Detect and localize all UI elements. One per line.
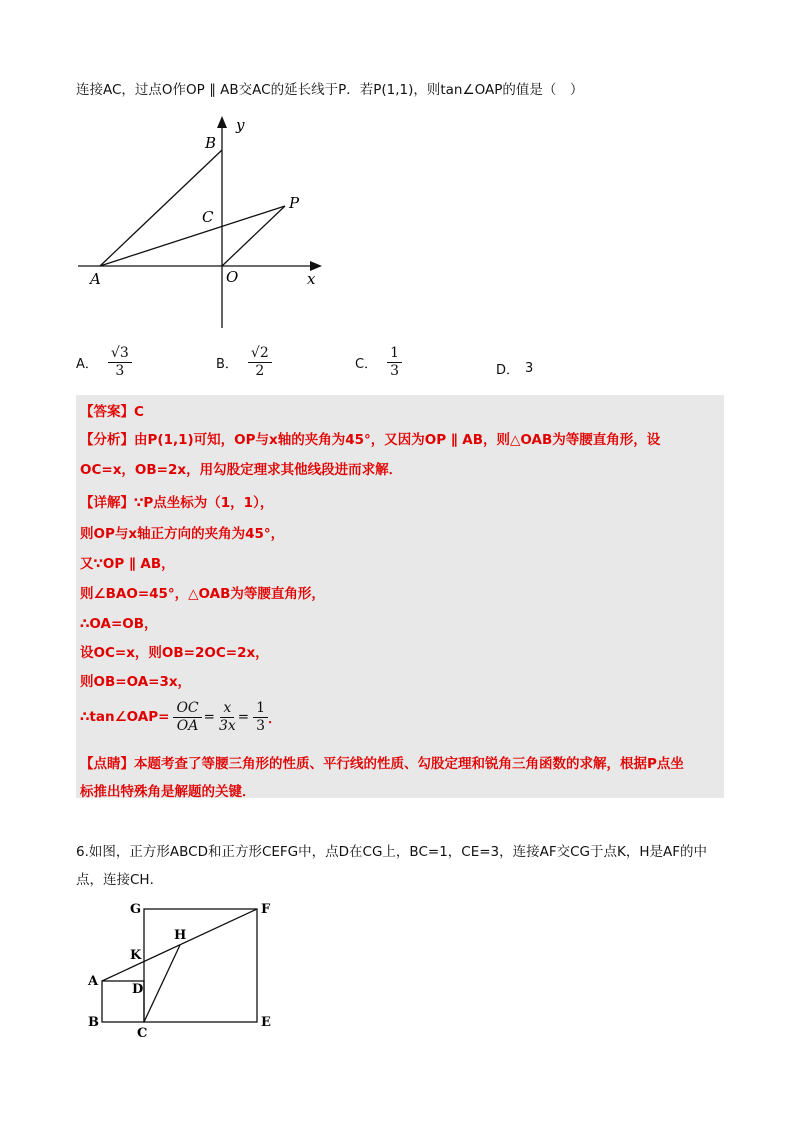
label-x: x [307, 270, 316, 288]
detail-line-1: 【详解】∵P点坐标为（1，1）， [80, 495, 274, 511]
question-5-stem: 连接AC，过点O作OP ∥ AB交AC的延长线于P．若P(1,1)，则tan∠OAP的值是（ ） [76, 82, 584, 98]
analysis-line-2: OC=x，OB=2x，用勾股定理求其他线段进而求解． [80, 462, 403, 478]
choice-D[interactable]: D． 3 [496, 361, 534, 378]
choice-A[interactable]: A． $\frac{√3}{3}$ [76, 345, 132, 380]
detail-line-7: 则OB=OA=3x， [80, 674, 192, 690]
question-6-line-1: 6.如图，正方形ABCD和正方形CEFG中，点D在CG上，BC=1，CE=3，连接AF交CG于点K，H是AF的中 [76, 844, 708, 860]
label-K: K [130, 948, 142, 963]
detail-line-2: 则OP与x轴正方向的夹角为45°， [80, 526, 285, 542]
choice-A-fraction: $\frac{√3}{3}$ [108, 345, 132, 380]
label-G: G [130, 902, 142, 917]
detail-line-6: 设OC=x，则OB=2OC=2x， [80, 645, 269, 661]
label-C: C [137, 1026, 148, 1041]
segment-AP [100, 206, 285, 266]
label-F: F [261, 902, 271, 917]
figure-coordinate-diagram [70, 110, 340, 335]
segment-CH [144, 945, 180, 1022]
choice-C-fraction: $\frac{1}{3}$ [387, 345, 402, 380]
segment-OP [222, 206, 285, 266]
choices-row [0, 345, 800, 390]
figure-squares-diagram [80, 895, 300, 1045]
label-D: D [132, 982, 144, 997]
question-6-stem [76, 838, 726, 894]
label-E: E [261, 1015, 271, 1030]
detail-line-3: 又∵OP ∥ AB， [80, 556, 175, 572]
choice-B[interactable]: B． $\frac{√2}{2}$ [216, 345, 272, 380]
label-O: O [226, 268, 239, 286]
comment-line-1: 【点睛】本题考查了等腰三角形的性质、平行线的性质、勾股定理和锐角三角函数的求解，根据P点坐 [80, 756, 684, 772]
answer-line: 【答案】C [80, 404, 144, 420]
analysis-line-1: 【分析】由P(1,1)可知，OP与x轴的夹角为45°，又因为OP ∥ AB，则△OAB为等腰直角形，设 [80, 432, 661, 448]
label-B: B [205, 134, 217, 152]
label-C: C [202, 208, 214, 226]
frac-1-3: $\frac{1}{3}$ [253, 700, 268, 735]
detail-line-8: ∴tan∠OAP= $\frac{OC}{OA}$ = $\frac{x}{3x}$ = $\frac{1}{3}$ ． [80, 700, 282, 734]
choice-C[interactable]: C． $\frac{1}{3}$ [355, 345, 402, 380]
y-axis-arrow [217, 116, 227, 128]
label-A: A [88, 974, 99, 989]
question-6-line-2: 点，连接CH． [76, 872, 164, 888]
label-H: H [174, 928, 187, 943]
detail-line-5: ∴OA=OB， [80, 616, 158, 632]
label-y: y [236, 116, 245, 134]
label-P: P [289, 194, 300, 212]
comment-line-2: 标推出特殊角是解题的关键． [80, 784, 256, 800]
detail-line-4: 则∠BAO=45°，△OAB为等腰直角形， [80, 586, 325, 602]
label-A: A [90, 270, 101, 288]
frac-oc-oa: $\frac{OC}{OA}$ [173, 700, 201, 735]
frac-x-3x: $\frac{x}{3x}$ [218, 700, 236, 734]
choice-B-fraction: $\frac{√2}{2}$ [248, 345, 272, 380]
square-CEFG [144, 909, 257, 1022]
label-B: B [88, 1015, 99, 1030]
